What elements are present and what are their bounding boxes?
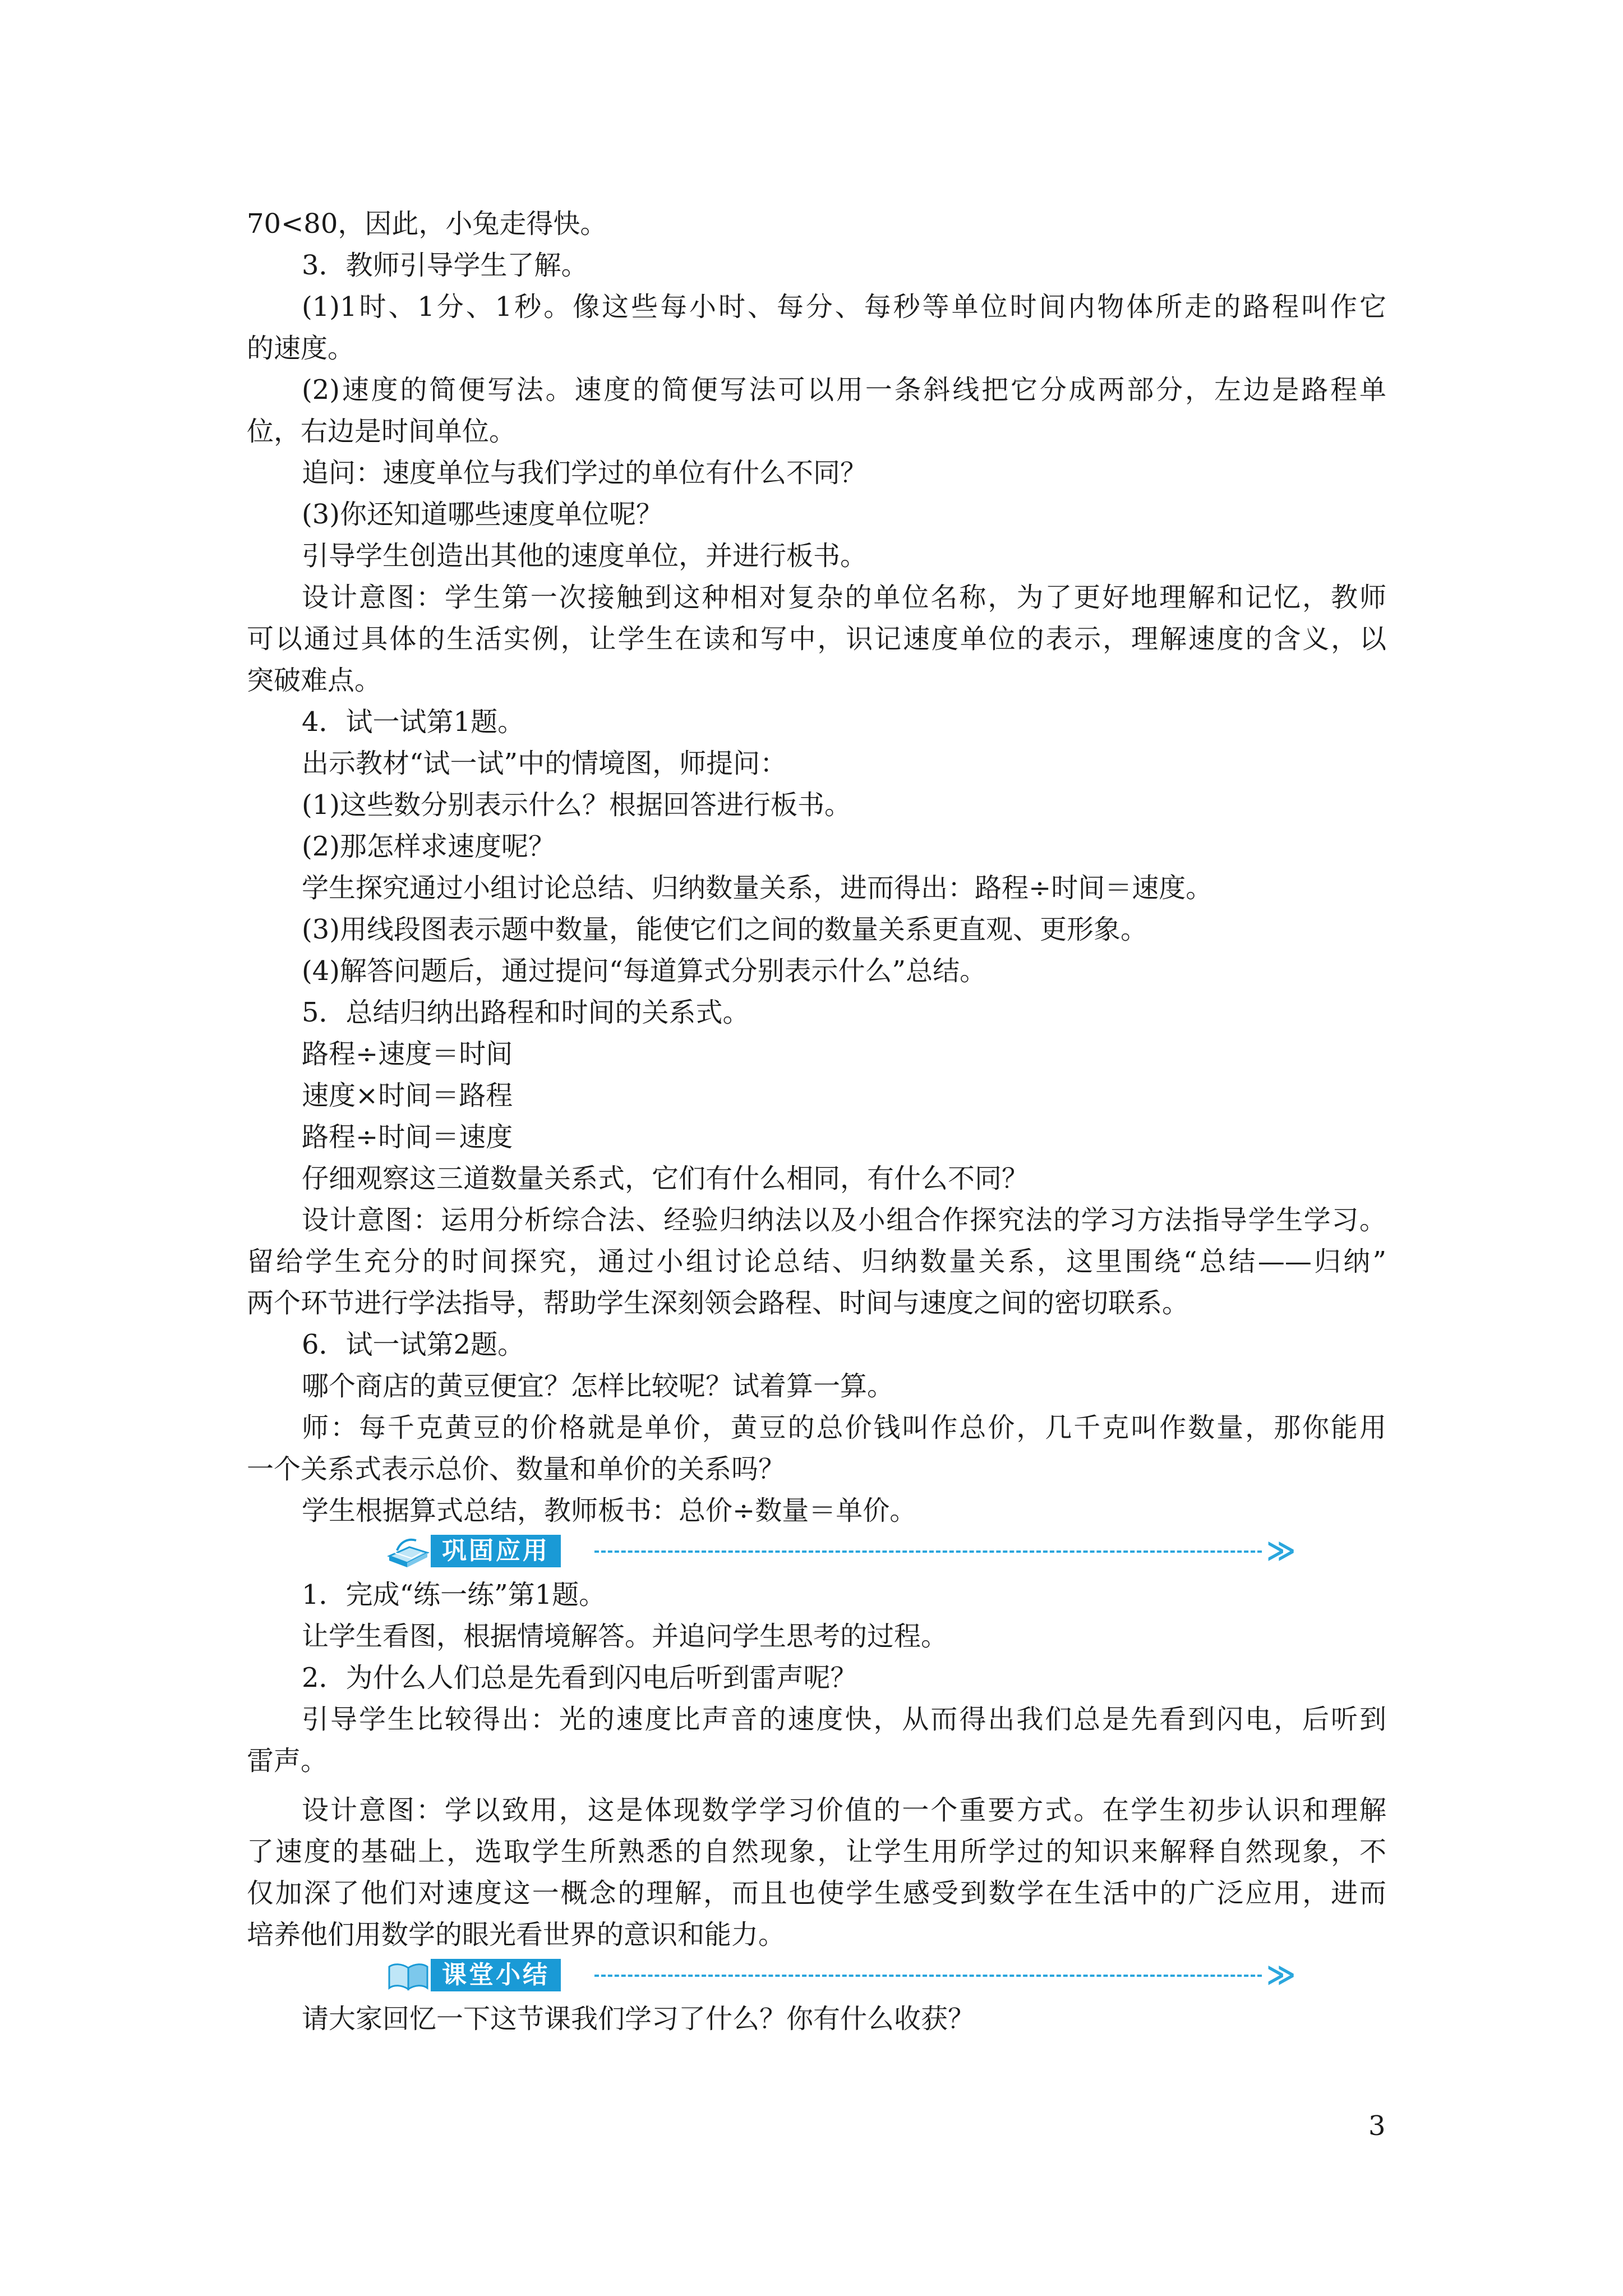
formula-line: 速度×时间＝路程 [302, 1080, 513, 1111]
section-title: 课堂小结 [431, 1959, 561, 1991]
text-line: 学生探究通过小组讨论总结、归纳数量关系，进而得出：路程÷时间＝速度。 [302, 872, 1213, 904]
double-arrow-icon: ≫ [1266, 1958, 1296, 1991]
design-intent-line: 设计意图：学以致用，这是体现数学学习价值的一个重要方式。在学生初步认识和理解 [302, 1795, 1386, 1826]
text-line: 突破难点。 [247, 665, 382, 696]
text-line: 出示教材“试一试”中的情境图，师提问： [302, 748, 787, 779]
text-line: 师：每千克黄豆的价格就是单价，黄豆的总价钱叫作总价，几千克叫作数量，那你能用 [302, 1412, 1386, 1443]
text-line: 5．总结归纳出路程和时间的关系式。 [302, 997, 750, 1028]
text-line: 可以通过具体的生活实例，让学生在读和写中，识记速度单位的表示，理解速度的含义，以 [247, 623, 1386, 655]
text-line: 引导学生创造出其他的速度单位，并进行板书。 [302, 540, 868, 572]
section-header-summary [386, 1954, 1317, 1996]
text-line: (2)那怎样求速度呢？ [302, 831, 555, 862]
text-line: 引导学生比较得出：光的速度比声音的速度快，从而得出我们总是先看到闪电，后听到 [302, 1704, 1386, 1735]
text-line: 追问：速度单位与我们学过的单位有什么不同？ [302, 457, 868, 489]
text-line: (3)你还知道哪些速度单位呢？ [302, 499, 663, 530]
design-intent-line: 设计意图：运用分析综合法、经验归纳法以及小组合作探究法的学习方法指导学生学习。 [302, 1204, 1386, 1236]
text-line: 仔细观察这三道数量关系式，它们有什么相同，有什么不同？ [302, 1163, 1029, 1194]
text-line: 培养他们用数学的眼光看世界的意识和能力。 [247, 1919, 786, 1950]
text-line: 的速度。 [247, 333, 355, 364]
text-line: 3．教师引导学生了解。 [302, 250, 588, 281]
page-number: 3 [1368, 2110, 1386, 2142]
text-line: (1)这些数分别表示什么？根据回答进行板书。 [302, 789, 851, 821]
text-line: 学生根据算式总结，教师板书：总价÷数量＝单价。 [302, 1495, 917, 1526]
dashed-divider [594, 1975, 1262, 1977]
text-line: (3)用线段图表示题中数量，能使它们之间的数量关系更直观、更形象。 [302, 914, 1147, 945]
formula-line: 路程÷速度＝时间 [302, 1038, 513, 1070]
text-line: 4．试一试第1题。 [302, 706, 525, 738]
text-line: 6．试一试第2题。 [302, 1329, 525, 1360]
section-header-consolidation [386, 1530, 1317, 1572]
text-line: (1)1时、1分、1秒。像这些每小时、每分、每秒等单位时间内物体所走的路程叫作它 [302, 291, 1386, 323]
text-line: (2)速度的简便写法。速度的简便写法可以用一条斜线把它分成两部分，左边是路程单 [302, 374, 1386, 406]
text-line: (4)解答问题后，通过提问“每道算式分别表示什么”总结。 [302, 955, 987, 987]
book-icon [386, 1534, 431, 1570]
design-intent-line: 设计意图：学生第一次接触到这种相对复杂的单位名称，为了更好地理解和记忆，教师 [302, 582, 1386, 613]
section-title: 巩固应用 [431, 1535, 561, 1567]
text-line: 请大家回忆一下这节课我们学习了什么？你有什么收获？ [302, 2003, 975, 2035]
text-line: 位，右边是时间单位。 [247, 416, 517, 447]
text-line: 一个关系式表示总价、数量和单价的关系吗？ [247, 1453, 786, 1485]
text-line: 仅加深了他们对速度这一概念的理解，而且也使学生感受到数学在生活中的广泛应用，进而 [247, 1878, 1386, 1909]
text-line: 1．完成“练一练”第1题。 [302, 1579, 606, 1611]
text-line: 哪个商店的黄豆便宜？怎样比较呢？试着算一算。 [302, 1370, 895, 1402]
text-line: 留给学生充分的时间探究，通过小组讨论总结、归纳数量关系，这里围绕“总结——归纳” [247, 1246, 1386, 1277]
text-line: 了速度的基础上，选取学生所熟悉的自然现象，让学生用所学过的知识来解释自然现象，不 [247, 1836, 1386, 1867]
text-line: 两个环节进行学法指导，帮助学生深刻领会路程、时间与速度之间的密切联系。 [247, 1287, 1189, 1319]
text-line: 雷声。 [247, 1745, 328, 1777]
dashed-divider [594, 1550, 1262, 1553]
text-line: 70<80，因此，小兔走得快。 [247, 208, 607, 240]
book-icon [386, 1958, 431, 1994]
text-line: 让学生看图，根据情境解答。并追问学生思考的过程。 [302, 1621, 948, 1652]
double-arrow-icon: ≫ [1266, 1534, 1296, 1567]
formula-line: 路程÷时间＝速度 [302, 1121, 513, 1153]
text-line: 2．为什么人们总是先看到闪电后听到雷声呢？ [302, 1662, 857, 1694]
